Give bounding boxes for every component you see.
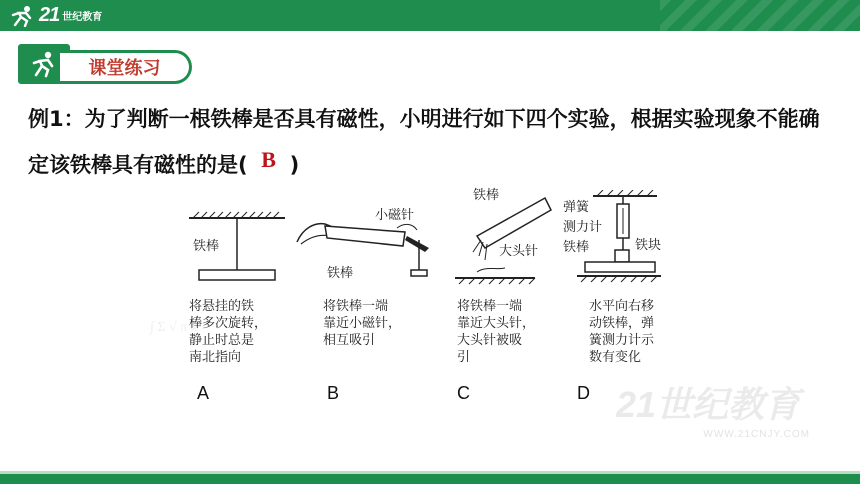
background-decoration: ∫ Σ √ π x²: [150, 320, 202, 335]
watermark-logo: 21世纪教育: [615, 384, 800, 425]
caption-line: 水平向右移: [589, 299, 655, 314]
caption-line: 静止时总是: [189, 333, 255, 348]
site-logo: [10, 2, 102, 29]
caption-line: 引: [457, 350, 471, 365]
option-b-label: B: [327, 383, 340, 403]
caption-line: 大头针被吸: [457, 333, 523, 348]
runner-icon: [30, 50, 58, 78]
panel-d-label-block: 铁块: [635, 238, 662, 253]
panel-c-label-rod: 铁棒: [473, 188, 500, 203]
caption-line: 簧测力计示: [589, 333, 655, 348]
panel-d-label-meter: 测力计: [563, 220, 603, 235]
panel-c-caption: [457, 298, 535, 366]
question-part2: ): [289, 153, 300, 177]
question-text: [28, 96, 838, 188]
caption-line: 靠近小磁针，: [323, 316, 402, 331]
caption-line: 相互吸引: [323, 333, 376, 348]
panel-b-caption: [323, 298, 401, 349]
watermark-url: WWW.21CNJY.COM: [703, 429, 810, 440]
section-label: [60, 50, 192, 84]
top-header-bar: [0, 0, 860, 31]
panel-b-label-rod: 铁棒: [327, 266, 354, 281]
section-label-text: 课堂练习: [88, 58, 161, 79]
panel-d-label-rod: 铁棒: [563, 240, 590, 255]
option-d-label: D: [577, 383, 590, 403]
panel-a-label-rod: 铁棒: [193, 239, 220, 254]
question-part1: 例1：为了判断一根铁棒是否具有磁性，小明进行如下四个实验，根据实验现象不能确定该铁棒具有磁性的是(: [28, 107, 820, 177]
panel-d-caption: [589, 298, 654, 366]
panel-b-label-needle: 小磁针: [375, 208, 415, 223]
panel-d-label-spring: 弹簧: [563, 200, 590, 215]
logo-number: 21: [39, 4, 60, 26]
experiment-figure: [185, 190, 665, 405]
panel-a-caption: [189, 298, 267, 366]
caption-line: 南北指向: [189, 350, 242, 365]
caption-line: 数有变化: [589, 350, 642, 365]
caption-line: 棒多次旋转，: [189, 316, 268, 331]
panel-c-label-pins: 大头针: [499, 244, 539, 259]
caption-line: 靠近大头针，: [457, 316, 536, 331]
caption-line: 将铁棒一端: [323, 299, 389, 314]
header-stripe-pattern: [660, 0, 860, 31]
caption-line: 动铁棒，弹: [589, 316, 655, 331]
panel-b-drawing: [297, 224, 429, 276]
caption-line: 将悬挂的铁: [189, 299, 255, 314]
option-a-label: A: [197, 383, 210, 403]
runner-logo-icon: [10, 5, 36, 27]
logo-text: 世纪教育: [62, 12, 103, 23]
bottom-bar: [0, 474, 860, 484]
option-c-label: C: [457, 383, 470, 403]
caption-line: 将铁棒一端: [457, 299, 523, 314]
answer-value: B: [261, 147, 276, 172]
